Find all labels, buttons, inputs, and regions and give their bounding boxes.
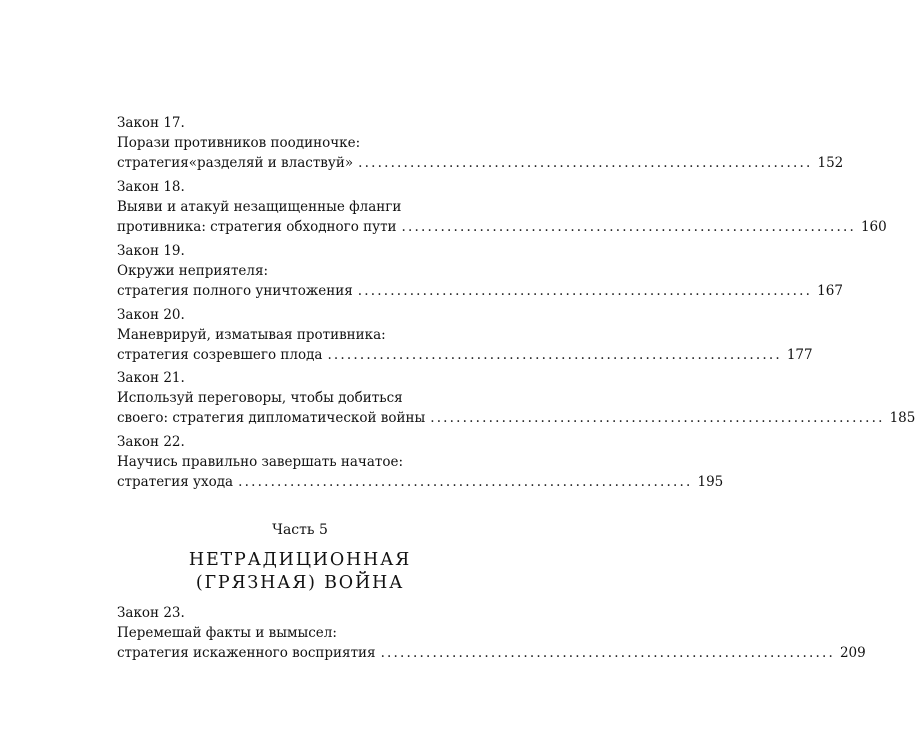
part-label: Часть 5 [272,522,328,538]
law-number: Закон 19. [117,243,185,259]
law-title-end: стратегия полного уничтожения [117,283,353,299]
law-title-end: стратегия созревшего плода [117,347,323,363]
dot-leader: ...................................................................... [430,410,885,426]
law-title-line: Порази противников поодиночке: [117,135,361,151]
dot-leader: ...................................................................... [401,219,856,235]
law-title-line: Выяви и атакуй незащищенные фланги [117,199,402,215]
toc-entry-law-22 [117,432,724,492]
law-title-end: противника: стратегия обходного пути [117,219,397,235]
page-number: 167 [817,283,843,299]
dot-leader: ...................................................................... [357,283,813,299]
law-title-line: Окружи неприятеля: [117,263,269,279]
page-number: 195 [697,474,724,490]
toc-entry-law-17 [117,113,844,173]
law-last-line [117,217,887,237]
page-number: 160 [860,219,887,235]
law-number: Закон 21. [117,370,185,386]
law-title-end: стратегия ухода [117,474,234,490]
law-title-line: Научись правильно завершать начатое: [117,454,404,470]
part-title-line-2: (ГРЯЗНАЯ) ВОЙНА [195,573,405,593]
law-number: Закон 18. [117,179,185,195]
law-title-line: Перемешай факты и вымысел: [117,625,337,641]
law-title-end: стратегия искаженного восприятия [117,645,376,661]
law-number: Закон 23. [117,605,185,621]
law-title-line: Используй переговоры, чтобы добиться [117,390,403,406]
page-number: 152 [817,155,844,171]
law-last-line [117,153,844,173]
law-title-end: стратегия«разделяй и властвуй» [117,155,354,171]
law-title-line: Маневрируй, изматывая противника: [117,327,386,343]
page-number: 185 [889,410,915,426]
law-number: Закон 20. [117,307,185,323]
law-last-line [117,281,843,301]
page-number: 209 [839,645,866,661]
toc-entry-law-21 [117,368,915,428]
dot-leader: ...................................................................... [380,645,835,661]
part-title-line-1: НЕТРАДИЦИОННАЯ [188,550,412,570]
toc-entry-law-19 [117,241,843,301]
dot-leader: ...................................................................... [358,155,813,171]
law-last-line [117,472,724,492]
toc-entry-law-18 [117,177,887,237]
page-number: 177 [786,347,813,363]
dot-leader: ...................................................................... [238,474,693,490]
law-number: Закон 22. [117,434,185,450]
toc-entry-law-20 [117,305,813,365]
law-last-line [117,345,813,365]
law-last-line [117,408,915,428]
law-title-end: своего: стратегия дипломатической войны [117,410,426,426]
toc-entry-law-23 [117,603,866,663]
law-number: Закон 17. [117,115,185,131]
dot-leader: ...................................................................... [327,347,782,363]
law-last-line [117,643,866,663]
